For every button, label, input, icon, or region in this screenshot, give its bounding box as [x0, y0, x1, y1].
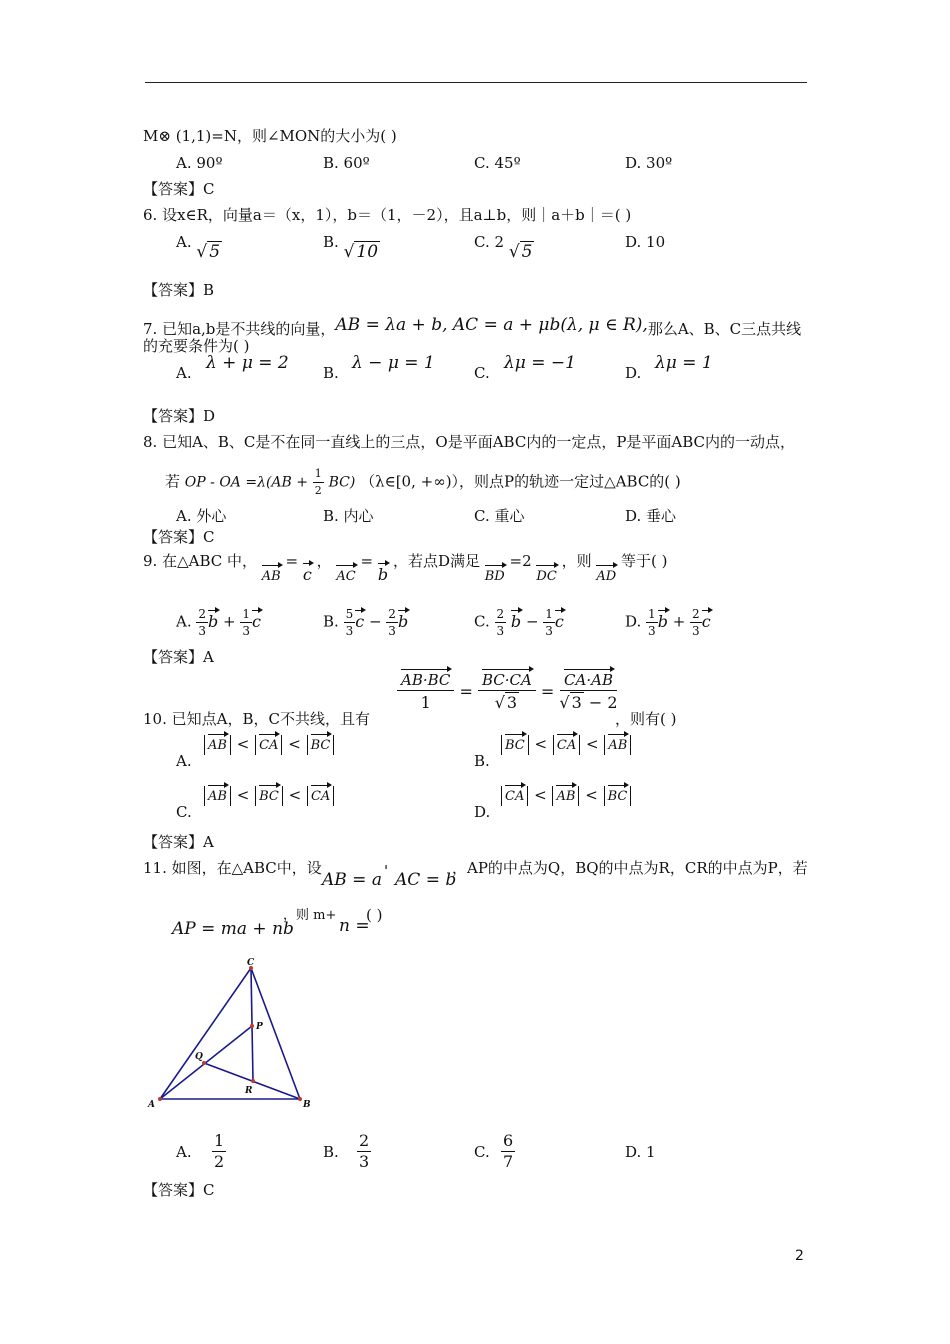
q11-option-b-label: B.	[323, 1143, 339, 1161]
q9-stem	[143, 552, 668, 584]
q6-option-a-sqrt: √ 5	[196, 242, 221, 262]
q11-option-d: D. 1	[625, 1143, 656, 1161]
q6-answer: 【答案】B	[143, 281, 215, 299]
q11-option-c: $\frac{6}{7}$	[503, 1131, 514, 1171]
q10-f3-num: CA·AB	[564, 671, 613, 689]
q5-option-b: B. 60º	[323, 154, 370, 172]
q8-frac-num: 1	[313, 466, 324, 483]
q7-stem-suffix: 那么A、B、C三点共线	[647, 320, 802, 338]
q8-answer: 【答案】C	[143, 528, 215, 546]
q9-option-c-label: C.	[474, 612, 490, 631]
q5-stem: M⊗ (1,1)=N，则∠MON的大小为( )	[143, 127, 397, 145]
q10-stem-suffix: ，则有( )	[615, 710, 677, 728]
q11-ab-expr: AB = a	[322, 870, 382, 890]
q11-ac-expr: AC = b	[395, 870, 457, 890]
q10-f3-den-b: − 2	[588, 693, 618, 712]
q9-answer: 【答案】A	[143, 648, 214, 666]
label-p: P	[256, 1022, 263, 1032]
q6-option-b-sqrt: √ 10	[343, 242, 379, 262]
q9-a-frac1: $\frac{2}{3}$	[198, 607, 207, 638]
q8-formula-right: BC)	[328, 474, 356, 491]
q8-formula-frac	[313, 466, 324, 499]
q10-f1-num: AB·BC	[401, 671, 451, 689]
q11-n-expr: n =	[339, 916, 370, 936]
q10-option-a: AB < CA < BC	[203, 735, 335, 755]
label-b: B	[303, 1100, 311, 1110]
q6-option-c-radicand: 5	[521, 242, 533, 262]
q11-option-b: $\frac{2}{3}$	[359, 1131, 370, 1171]
q9-stem-a: 9. 在△ABC 中，	[143, 552, 257, 570]
q11-answer: 【答案】C	[143, 1181, 215, 1199]
q9-option-b-label: B.	[323, 612, 339, 631]
q6-option-d: D. 10	[625, 233, 666, 251]
q6-option-b	[323, 233, 380, 262]
q11-triangle-figure	[140, 955, 320, 1115]
q6-option-a	[176, 233, 222, 262]
q11-option-a: $\frac{1}{2}$	[214, 1131, 225, 1171]
point-a	[158, 1097, 162, 1101]
q8-option-b: B. 内心	[323, 507, 374, 525]
q7-option-d-expr: λμ = 1	[655, 353, 713, 373]
q10-option-a-label: A.	[176, 752, 192, 770]
q9-vec-b: b	[377, 565, 389, 584]
q8-stem-line1: 8. 已知A、B、C是不在同一直线上的三点，O是平面ABC内的一定点，P是平面ABC内的一动点，	[143, 433, 796, 451]
q9-option-a-label: A.	[176, 612, 192, 631]
point-p	[250, 1024, 254, 1028]
q11-ap-expr: AP = ma + nb	[172, 919, 294, 939]
q8-option-c: C. 重心	[474, 507, 525, 525]
q6-option-b-radicand: 10	[356, 242, 379, 262]
label-q: Q	[195, 1052, 203, 1062]
q7-stem-line2: 的充要条件为( )	[143, 337, 250, 355]
q6-option-a-radicand: 5	[209, 242, 221, 262]
q9-vec-ad: AD	[596, 569, 617, 584]
q6-option-b-label: B.	[323, 233, 339, 251]
q6-stem: 6. 设x∈R，向量a＝（x，1），b＝（1，－2），且a⊥b，则｜a＋b｜＝( )	[143, 206, 632, 224]
q10-option-b: BC < CA < AB	[500, 735, 632, 755]
q7-stem-prefix: 7. 已知a,b是不共线的向量，	[143, 320, 336, 338]
q9-vec-ab: AB	[261, 569, 281, 584]
q7-option-b-expr: λ − μ = 1	[352, 353, 435, 373]
q11-stem-a: 11. 如图，在△ABC中，设	[143, 859, 322, 877]
q11-comma: '	[384, 862, 389, 880]
q9-a-frac2: $\frac{1}{3}$	[242, 607, 251, 638]
q10-f1-den: 1	[420, 693, 431, 712]
q11-option-c-label: C.	[474, 1143, 490, 1161]
segment-ap	[160, 1026, 252, 1099]
q10-option-d-label: D.	[474, 803, 491, 821]
q8-option-d: D. 垂心	[625, 507, 677, 525]
q9-vec-c: c	[302, 565, 312, 584]
q9-stem-e: 等于( )	[620, 552, 668, 570]
q9-option-d: D. $\frac{1}{3}$ b + $\frac{2}{3}$ c	[625, 607, 711, 638]
q9-stem-d: ，则	[561, 552, 592, 570]
q10-frac-2: $\frac{BC\cdot CA}{√ 3}$	[478, 670, 536, 715]
q10-frac-1	[397, 670, 454, 715]
q7-option-c-expr: λμ = −1	[504, 353, 576, 373]
point-r	[251, 1079, 255, 1083]
q10-frac-3: $\frac{CA\cdot AB}{√ 3 - 2}$	[559, 671, 618, 712]
header-rule	[145, 82, 807, 83]
q6-option-c	[474, 233, 534, 262]
q10-formula: $\frac{AB\cdot BC}{1}$ = $\frac{BC\cdot CA}{√ 3}$ = $\frac{CA\cdot AB}{√ 3 - 2}$	[397, 670, 618, 715]
q8-stem-suffix: （λ∈[0, +∞)），则点P的轨迹一定过△ABC的( )	[360, 472, 681, 491]
q10-option-c-label: C.	[176, 803, 192, 821]
q10-f2-num: BC·CA	[481, 671, 532, 689]
edge-ac	[160, 968, 251, 1099]
q7-option-d: D.	[625, 364, 642, 382]
q9-vec-dc: DC	[536, 569, 557, 584]
q5-answer: 【答案】C	[143, 180, 215, 198]
q9-eq-3: =2	[509, 552, 532, 570]
q7-stem	[143, 315, 802, 338]
q10-option-d: CA < AB < BC	[500, 786, 632, 806]
q10-answer: 【答案】A	[143, 833, 214, 851]
q7-formula: AB = λa + b, AC = a + μb(λ, μ ∈ R),	[335, 315, 648, 335]
q5-option-c: C. 45º	[474, 154, 521, 172]
q7-option-c: C.	[474, 364, 490, 382]
q9-option-d-label: D.	[625, 612, 642, 631]
q9-vec-ac: AC	[336, 569, 356, 584]
q8-stem-prefix: 若	[165, 472, 181, 491]
q11-stem-c: ，则 m+	[283, 908, 337, 923]
q7-option-a-expr: λ + μ = 2	[206, 353, 289, 373]
q10-f2-den: 3	[506, 693, 518, 712]
point-b	[298, 1097, 302, 1101]
label-a: A	[148, 1100, 155, 1110]
q8-frac-den: 2	[314, 484, 322, 497]
q6-option-c-sqrt: √ 5	[508, 242, 533, 262]
q9-eq-1: =	[285, 552, 299, 570]
q10-stem: 10. 已知点A，B，C不共线，且有	[143, 710, 370, 728]
edge-cb	[251, 968, 300, 1099]
q8-stem-line2	[165, 466, 681, 499]
q10-option-c: AB < BC < CA	[203, 786, 335, 806]
q9-option-a: A. $\frac{2}{3}$ b + $\frac{1}{3}$ c	[176, 607, 261, 638]
q6-option-c-label: C. 2	[474, 233, 505, 251]
q7-option-a: A.	[176, 364, 192, 382]
q8-option-a: A. 外心	[176, 507, 227, 525]
q9-eq-2: =	[360, 552, 374, 570]
label-r: R	[245, 1086, 253, 1096]
q10-option-b-label: B.	[474, 752, 490, 770]
q9-vec-bd: BD	[484, 569, 505, 584]
q6-option-a-label: A.	[176, 233, 192, 251]
q5-option-d: D. 30º	[625, 154, 673, 172]
page-number: 2	[795, 1248, 804, 1264]
q11-stem-d: ( )	[366, 906, 383, 924]
q9-option-c: C. $\frac{2}{3}$ b − $\frac{1}{3}$ c	[474, 607, 564, 638]
q7-answer: 【答案】D	[143, 407, 216, 425]
q10-f3-den-a: 3	[571, 693, 582, 712]
q9-stem-b: ，	[316, 552, 332, 570]
q7-option-b: B.	[323, 364, 339, 382]
q11-stem-b: ，AP的中点为Q，BQ的中点为R，CR的中点为P，若	[452, 859, 808, 877]
q5-option-a: A. 90º	[176, 154, 223, 172]
q9-stem-c: ，若点D满足	[392, 552, 480, 570]
label-c: C	[247, 958, 255, 968]
q11-option-a-label: A.	[176, 1143, 192, 1161]
q8-formula-left: OP - OA =λ(AB +	[184, 474, 309, 491]
q9-option-b: B. $\frac{5}{3}$ c − $\frac{2}{3}$ b	[323, 607, 409, 638]
